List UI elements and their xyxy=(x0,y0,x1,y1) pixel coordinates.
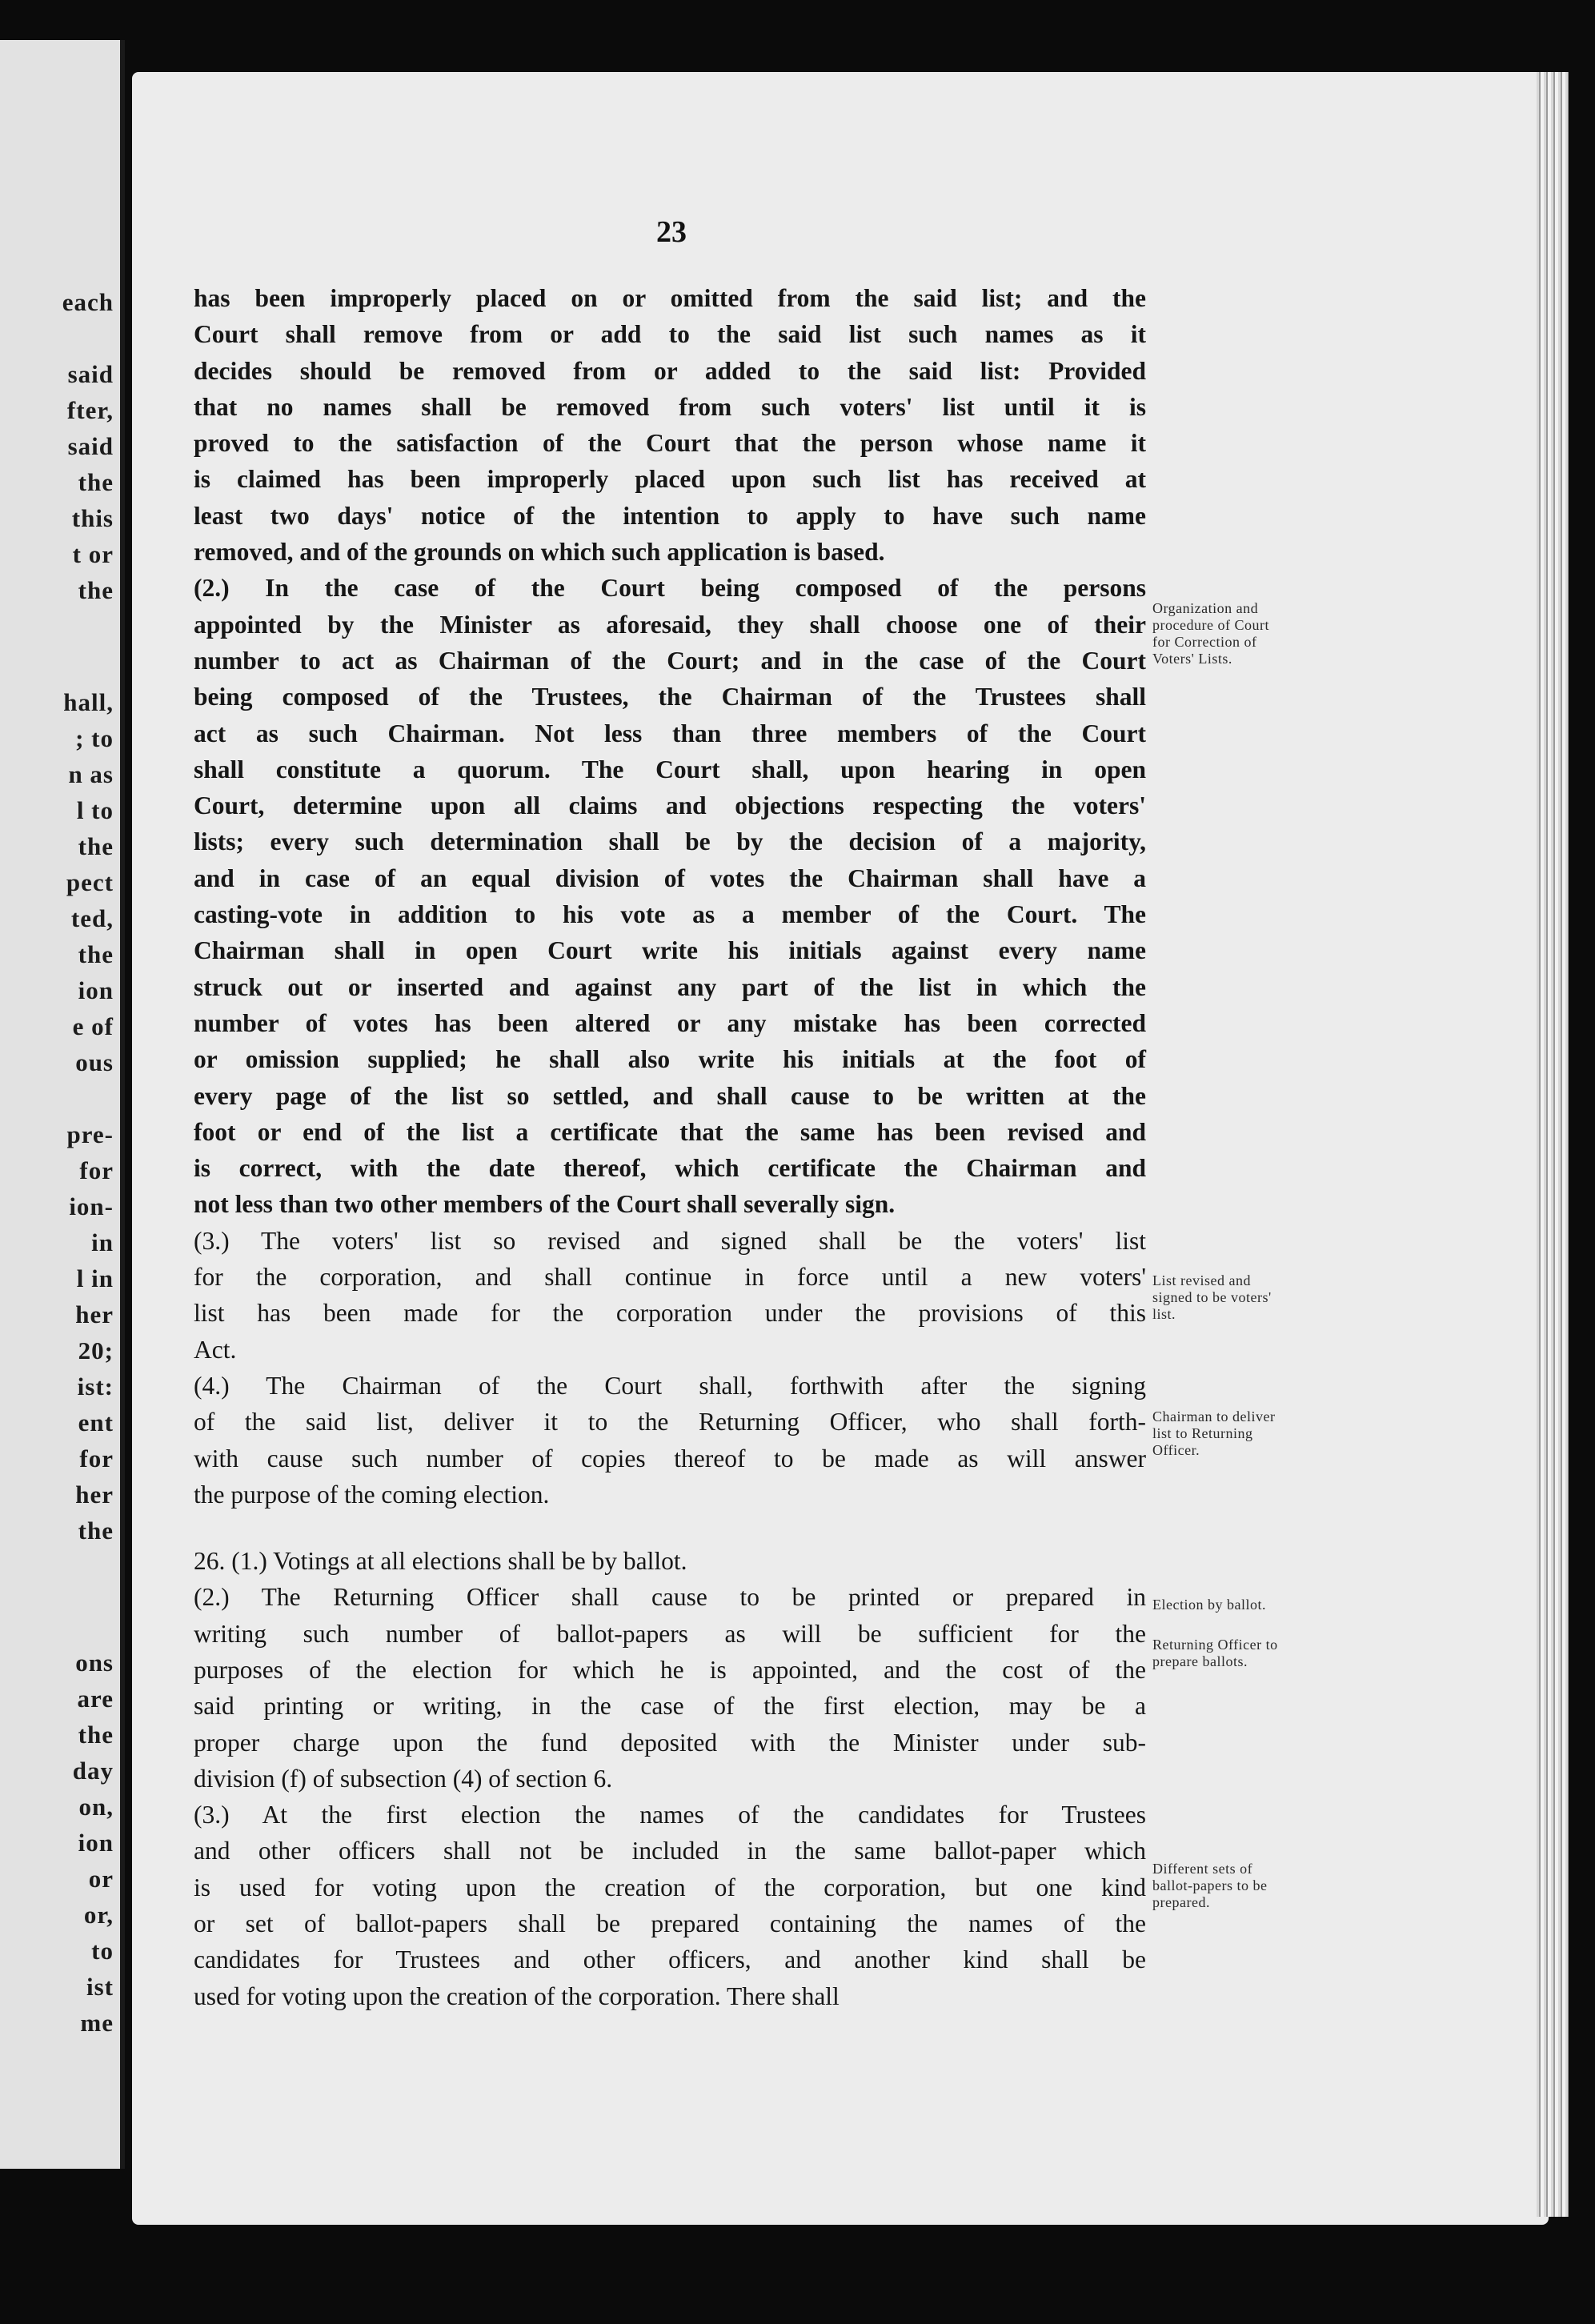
paragraph xyxy=(194,1579,1146,1797)
facing-page-word: the xyxy=(78,1517,114,1545)
facing-page-word: for xyxy=(79,1444,114,1473)
text-line: used for voting upon the creation of the corporation. There shall xyxy=(194,1981,840,2010)
facing-page-word: on, xyxy=(78,1793,114,1821)
text-line: for the corporation, and shall continue in force until a new voters' xyxy=(194,1263,1146,1292)
text-line: proper charge upon the fund deposited with the Minister under sub- xyxy=(194,1728,1146,1757)
margin-note-line: Returning Officer to xyxy=(1152,1637,1278,1653)
text-line: appointed by the Minister as aforesaid, they shall choose one of their xyxy=(194,610,1146,639)
margin-note-line: signed to be voters' xyxy=(1152,1289,1272,1305)
facing-page-word: ist: xyxy=(77,1372,114,1400)
margin-note-line: for Correction of xyxy=(1152,634,1257,650)
facing-page-word: me xyxy=(80,2009,114,2037)
facing-page-word: l in xyxy=(76,1264,114,1292)
facing-page-word: fter, xyxy=(66,396,114,424)
paragraph xyxy=(194,1797,1146,2014)
margin-note-line: list. xyxy=(1152,1306,1176,1322)
facing-page-word: t or xyxy=(72,540,114,568)
text-line: (2.) In the case of the Court being composed of the persons xyxy=(194,574,1146,603)
margin-note xyxy=(1152,1408,1377,1459)
text-line: that no names shall be removed from such voters' list until it is xyxy=(194,392,1146,421)
text-line: (4.) The Chairman of the Court shall, forthwith after the signing xyxy=(194,1371,1146,1400)
text-line: Court shall remove from or add to the said list such names as it xyxy=(194,320,1146,349)
text-line: is used for voting upon the creation of the corporation, but one kind xyxy=(194,1873,1146,1901)
facing-page-word: ent xyxy=(78,1408,114,1436)
facing-page-word: pre- xyxy=(66,1120,114,1148)
facing-page-word: ous xyxy=(75,1048,114,1076)
paragraph xyxy=(194,1543,1146,1579)
text-line: is claimed has been improperly placed upon such list has received at xyxy=(194,465,1146,494)
facing-page-word: this xyxy=(71,504,114,532)
margin-note-line: prepare ballots. xyxy=(1152,1653,1248,1669)
facing-page-word: the xyxy=(78,468,114,496)
text-line: writing such number of ballot-papers as will be sufficient for the xyxy=(194,1619,1146,1648)
text-line: being composed of the Trustees, the Chairman of the Trustees shall xyxy=(194,683,1146,711)
facing-page-word: the xyxy=(78,1721,114,1749)
facing-page-word: her xyxy=(75,1481,114,1509)
facing-page-word: or xyxy=(88,1865,114,1893)
facing-page-word: 20; xyxy=(78,1336,114,1364)
facing-page-word: the xyxy=(78,832,114,860)
margin-note-line: list to Returning xyxy=(1152,1425,1253,1441)
facing-page-word: n as xyxy=(68,760,114,788)
text-line: act as such Chairman. Not less than three members of the Court xyxy=(194,719,1146,747)
text-line: removed, and of the grounds on which such application is based. xyxy=(194,538,885,567)
text-line: said printing or writing, in the case of the first election, may be a xyxy=(194,1692,1146,1721)
facing-page-word: ; to xyxy=(75,724,114,752)
facing-page-word: ion xyxy=(78,976,114,1004)
facing-page-word: the xyxy=(78,940,114,968)
text-line: of the said list, deliver it to the Returning Officer, who shall forth- xyxy=(194,1408,1146,1436)
page-edge-stack xyxy=(1537,72,1569,2217)
facing-page-word: to xyxy=(91,1937,114,1965)
facing-page-word: each xyxy=(62,288,114,316)
text-line: Act. xyxy=(194,1335,237,1364)
margin-note xyxy=(1152,600,1377,667)
text-line: division (f) of subsection (4) of section 6. xyxy=(194,1764,613,1793)
facing-page-word: her xyxy=(75,1300,114,1328)
text-line: or set of ballot-papers shall be prepared containing the names of the xyxy=(194,1909,1146,1938)
facing-page-word: ted, xyxy=(70,904,114,932)
text-line: or omission supplied; he shall also write his initials at the foot of xyxy=(194,1045,1146,1074)
facing-page-word: hall, xyxy=(63,688,114,716)
paragraph xyxy=(194,1223,1146,1368)
text-line: proved to the satisfaction of the Court that the person whose name it xyxy=(194,429,1146,458)
margin-note xyxy=(1152,1861,1377,1911)
facing-page-word: are xyxy=(77,1685,114,1713)
text-line: (3.) At the first election the names of the candidates for Trustees xyxy=(194,1801,1146,1829)
facing-page-word: pect xyxy=(66,868,114,896)
facing-page-word: day xyxy=(72,1757,114,1785)
text-line: number to act as Chairman of the Court; and in the case of the Court xyxy=(194,646,1146,675)
facing-page-word: said xyxy=(67,432,114,460)
margin-note-line: procedure of Court xyxy=(1152,617,1269,633)
text-line: not less than two other members of the Court shall severally sign. xyxy=(194,1190,896,1219)
text-line: candidates for Trustees and other officers, and another kind shall be xyxy=(194,1945,1146,1974)
paragraph xyxy=(194,1368,1146,1513)
body-text xyxy=(194,280,1146,2014)
facing-page-word: e of xyxy=(72,1012,114,1040)
text-line: foot or end of the list a certificate that the same has been revised and xyxy=(194,1117,1146,1146)
facing-page-word: ons xyxy=(75,1649,114,1677)
margin-note-line: Voters' Lists. xyxy=(1152,651,1232,667)
margin-note xyxy=(1152,1272,1377,1323)
facing-page-word: or, xyxy=(83,1901,114,1929)
text-line: every page of the list so settled, and shall cause to be written at the xyxy=(194,1081,1146,1110)
page-number: 23 xyxy=(656,215,687,249)
text-line: struck out or inserted and against any part of the list in which the xyxy=(194,972,1146,1001)
facing-page-word: for xyxy=(79,1156,114,1184)
margin-note-line: List revised and xyxy=(1152,1272,1251,1288)
paragraph xyxy=(194,280,1146,570)
paragraph xyxy=(194,570,1146,1222)
text-line: Chairman shall in open Court write his initials against every name xyxy=(194,936,1146,965)
text-line: the purpose of the coming election. xyxy=(194,1480,550,1509)
text-line: is correct, with the date thereof, which certificate the Chairman and xyxy=(194,1154,1146,1183)
text-line: casting-vote in addition to his vote as a member of the Court. The xyxy=(194,900,1146,929)
facing-page-word: ion xyxy=(78,1829,114,1857)
margin-note-line: Organization and xyxy=(1152,600,1259,616)
text-line: purposes of the election for which he is appointed, and the cost of the xyxy=(194,1655,1146,1684)
text-line: and other officers shall not be included in the same ballot-paper which xyxy=(194,1837,1146,1865)
text-line: and in case of an equal division of votes the Chairman shall have a xyxy=(194,863,1146,892)
text-line: decides should be removed from or added to the said list: Provided xyxy=(194,356,1146,385)
text-line: 26. (1.) Votings at all elections shall be by ballot. xyxy=(194,1547,687,1576)
section-gap xyxy=(194,1513,1146,1543)
margin-note-line: Different sets of xyxy=(1152,1861,1253,1877)
margin-note xyxy=(1152,1597,1377,1613)
margin-note-line: prepared. xyxy=(1152,1894,1210,1910)
facing-page-word: said xyxy=(67,360,114,388)
facing-page-edge xyxy=(0,40,125,2169)
margin-note-line: ballot-papers to be xyxy=(1152,1877,1268,1893)
margin-note-line: Chairman to deliver xyxy=(1152,1408,1276,1424)
text-line: (2.) The Returning Officer shall cause to be printed or prepared in xyxy=(194,1583,1146,1612)
text-line: least two days' notice of the intention to apply to have such name xyxy=(194,501,1146,530)
facing-page-word: ist xyxy=(86,1973,114,2001)
text-line: has been improperly placed on or omitted from the said list; and the xyxy=(194,284,1146,312)
margin-note-line: Election by ballot. xyxy=(1152,1597,1266,1613)
text-line: lists; every such determination shall be by the decision of a majority, xyxy=(194,827,1146,856)
text-line: Court, determine upon all claims and objections respecting the voters' xyxy=(194,791,1146,820)
facing-page-word: l to xyxy=(76,796,114,824)
margin-note-line: Officer. xyxy=(1152,1442,1200,1458)
margin-note xyxy=(1152,1637,1377,1670)
facing-page-word: ion- xyxy=(69,1192,114,1220)
facing-page-word: in xyxy=(91,1228,114,1256)
text-line: (3.) The voters' list so revised and signed shall be the voters' list xyxy=(194,1226,1146,1255)
text-line: number of votes has been altered or any mistake has been corrected xyxy=(194,1008,1146,1037)
text-line: shall constitute a quorum. The Court shall, upon hearing in open xyxy=(194,755,1146,783)
facing-page-word: the xyxy=(78,576,114,604)
text-line: with cause such number of copies thereof to be made as will answer xyxy=(194,1444,1146,1473)
text-line: list has been made for the corporation under the provisions of this xyxy=(194,1299,1146,1328)
